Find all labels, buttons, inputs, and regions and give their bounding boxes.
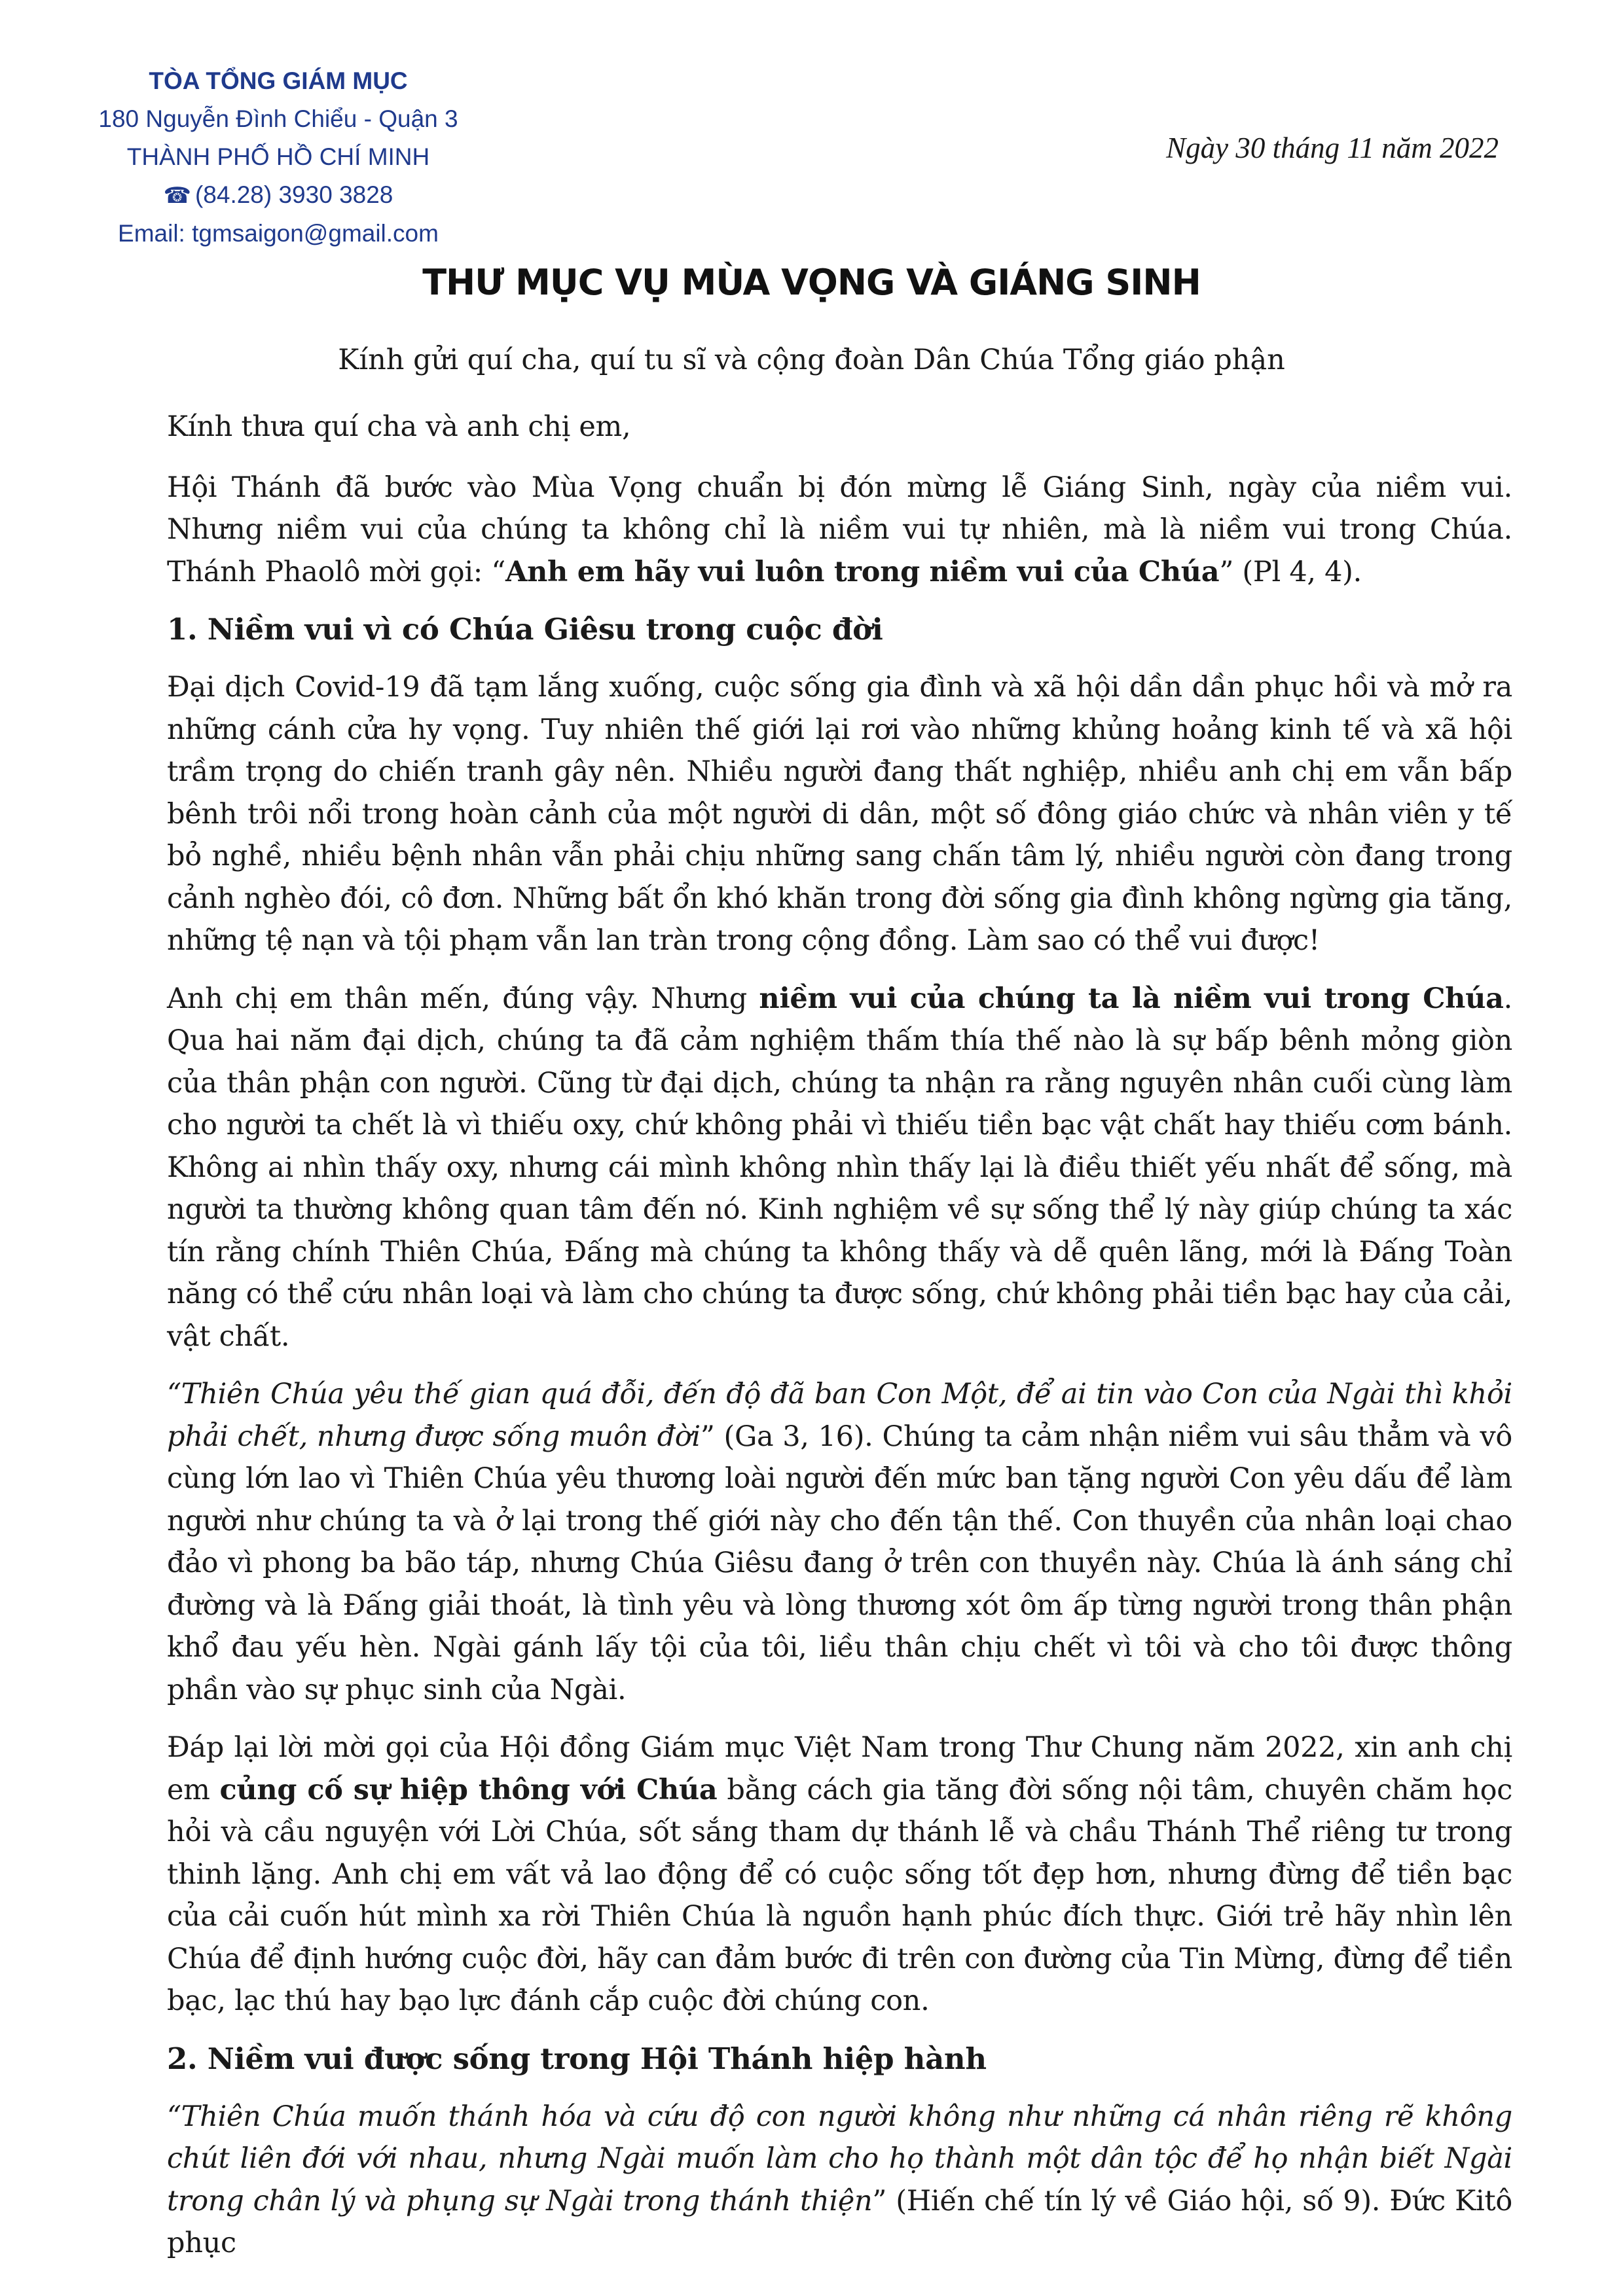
paragraph-text: Đáp lại lời mời gọi của Hội đồng Giám mục Việt Nam trong Thư Chung năm 2022, xin anh chị em (167, 1731, 1512, 1806)
letter-recipient: Kính gửi quí cha, quí tu sĩ và cộng đoàn Dân Chúa Tổng giáo phận (338, 344, 1285, 376)
scripture-quote: “Thiên Chúa yêu thế gian quá đỗi, đến độ đã ban Con Một, để ai tin vào Con của Ngài thì khỏi phải chết, nhưng được sống muôn đời (167, 1378, 1512, 1453)
section1-paragraph-2 (167, 978, 1512, 1358)
letterhead-address: 180 Nguyễn Đình Chiểu - Quận 3 (98, 105, 458, 132)
letter-body (167, 406, 1512, 2280)
paragraph-emphasis: củng cố sự hiệp thông với Chúa (219, 1773, 718, 1806)
intro-paragraph (167, 467, 1512, 594)
section1-paragraph-3 (167, 1373, 1512, 1711)
paragraph-text: bằng cách gia tăng đời sống nội tâm, chuyên chăm học hỏi và cầu nguyện với Lời Chúa, sốt sắng tham dự thánh lễ và chầu Thánh Thể riêng tư trong thinh lặng. Anh chị em vất vả lao động để có cuộc sống tốt đẹp hơn, nhưng đừng để tiền bạc của cải cuốn hút mình xa rời Thiên Chúa là nguồn hạnh phúc đích thực. Giới trẻ hãy nhìn lên Chúa để định hướng cuộc đời, hãy can đảm bước đi trên con đường của Tin Mừng, đừng để tiền bạc, lạc thú hay bạo lực đánh cắp cuộc đời chúng con. (167, 1773, 1512, 2017)
telephone-icon: ☎ (163, 183, 191, 208)
intro-text: Hội Thánh đã bước vào Mùa Vọng chuẩn bị đón mừng lễ Giáng Sinh, ngày của niềm vui. Nhưng niềm vui của chúng ta không chỉ là niềm vui tự nhiên, mà là niềm vui trong Chúa. Thánh Phaolô mời gọi: “ (167, 471, 1512, 588)
section2-paragraph-1 (167, 2096, 1512, 2265)
paragraph-text: ” (Hiến chế tín lý về Giáo hội, số 9). Đức Kitô phục (167, 2184, 1512, 2259)
section1-heading: 1. Niềm vui vì có Chúa Giêsu trong cuộc đời (167, 612, 883, 647)
paragraph-text: ” (Ga 3, 16). Chúng ta cảm nhận niềm vui sâu thẳm và vô cùng lớn lao vì Thiên Chúa yêu thương loài người đến mức ban tặng người Con yêu dấu để làm người như chúng ta và ở lại trong thế giới này cho đến tận thế. Con thuyền của nhân loại chao đảo vì phong ba bão táp, nhưng Chúa Giêsu đang ở trên con thuyền này. Chúa là ánh sáng chỉ đường và là Đấng giải thoát, là tình yêu và lòng thương xót ôm ấp từng người trong thân phận khổ đau yếu hèn. Ngài gánh lấy tội của tôi, liều thân chịu chết vì tôi và cho tôi được thông phần vào sự phục sinh của Ngài. (167, 1420, 1513, 1706)
paragraph-text: . Qua hai năm đại dịch, chúng ta đã cảm nghiệm thấm thía thế nào là sự bấp bênh mỏng giòn của thân phận con người. Cũng từ đại dịch, chúng ta nhận ra rằng nguyên nhân cuối cùng làm cho người ta chết là vì thiếu oxy, chứ không phải vì thiếu tiền bạc vật chất hay thiếu cơm bánh. Không ai nhìn thấy oxy, nhưng cái mình không nhìn thấy lại là điều thiết yếu nhất để sống, mà người ta thường không quan tâm đến nó. Kinh nghiệm về sự sống thể lý này giúp chúng ta xác tín rằng chính Thiên Chúa, Đấng mà chúng ta không thấy và dễ quên lãng, mới là Đấng Toàn năng có thể cứu nhân loại và làm cho chúng ta được sống, chứ không phải tiền bạc hay của cải, vật chất. (167, 982, 1513, 1353)
letterhead-org: TÒA TỔNG GIÁM MỤC (149, 67, 408, 94)
document-quote: “Thiên Chúa muốn thánh hóa và cứu độ con người không như những cá nhân riêng rẽ không chút liên đới với nhau, nhưng Ngài muốn làm cho họ thành một dân tộc để họ nhận biết Ngài trong chân lý và phụng sự Ngài trong thánh thiện (167, 2100, 1512, 2217)
intro-quote: Anh em hãy vui luôn trong niềm vui của Chúa (505, 555, 1220, 588)
letterhead (59, 62, 498, 253)
letterhead-phone: (84.28) 3930 3828 (194, 181, 393, 208)
section1-paragraph-4 (167, 1727, 1512, 2022)
greeting: Kính thưa quí cha và anh chị em, (167, 410, 631, 443)
letterhead-phone-line (59, 176, 498, 215)
letter-date: Ngày 30 tháng 11 năm 2022 (1166, 132, 1499, 164)
paragraph-text: Anh chị em thân mến, đúng vậy. Nhưng (167, 982, 759, 1015)
letter-title: THƯ MỤC VỤ MÙA VỌNG VÀ GIÁNG SINH (422, 262, 1201, 303)
section1-paragraph-1: Đại dịch Covid-19 đã tạm lắng xuống, cuộc sống gia đình và xã hội dần dần phục hồi và mở ra những cánh cửa hy vọng. Tuy nhiên thế giới lại rơi vào những khủng hoảng kinh tế và xã hội trầm trọng do chiến tranh gây nên. Nhiều người đang thất nghiệp, nhiều anh chị em vẫn bấp bênh trôi nổi trong hoàn cảnh của một người di dân, một số đông giáo chức và nhân viên y tế bỏ nghề, nhiều bệnh nhân vẫn phải chịu những sang chấn tâm lý, nhiều người còn đang trong cảnh nghèo đói, cô đơn. Những bất ổn khó khăn trong đời sống gia đình không ngừng gia tăng, những tệ nạn và tội phạm vẫn lan tràn trong cộng đồng. Làm sao có thể vui được! (167, 671, 1512, 957)
paragraph-emphasis: niềm vui của chúng ta là niềm vui trong Chúa (759, 982, 1504, 1015)
intro-citation: ” (Pl 4, 4). (1219, 555, 1362, 588)
section2-heading: 2. Niềm vui được sống trong Hội Thánh hiệp hành (167, 2041, 987, 2076)
letterhead-email: Email: tgmsaigon@gmail.com (118, 220, 439, 247)
letterhead-city: THÀNH PHỐ HỒ CHÍ MINH (126, 143, 430, 170)
